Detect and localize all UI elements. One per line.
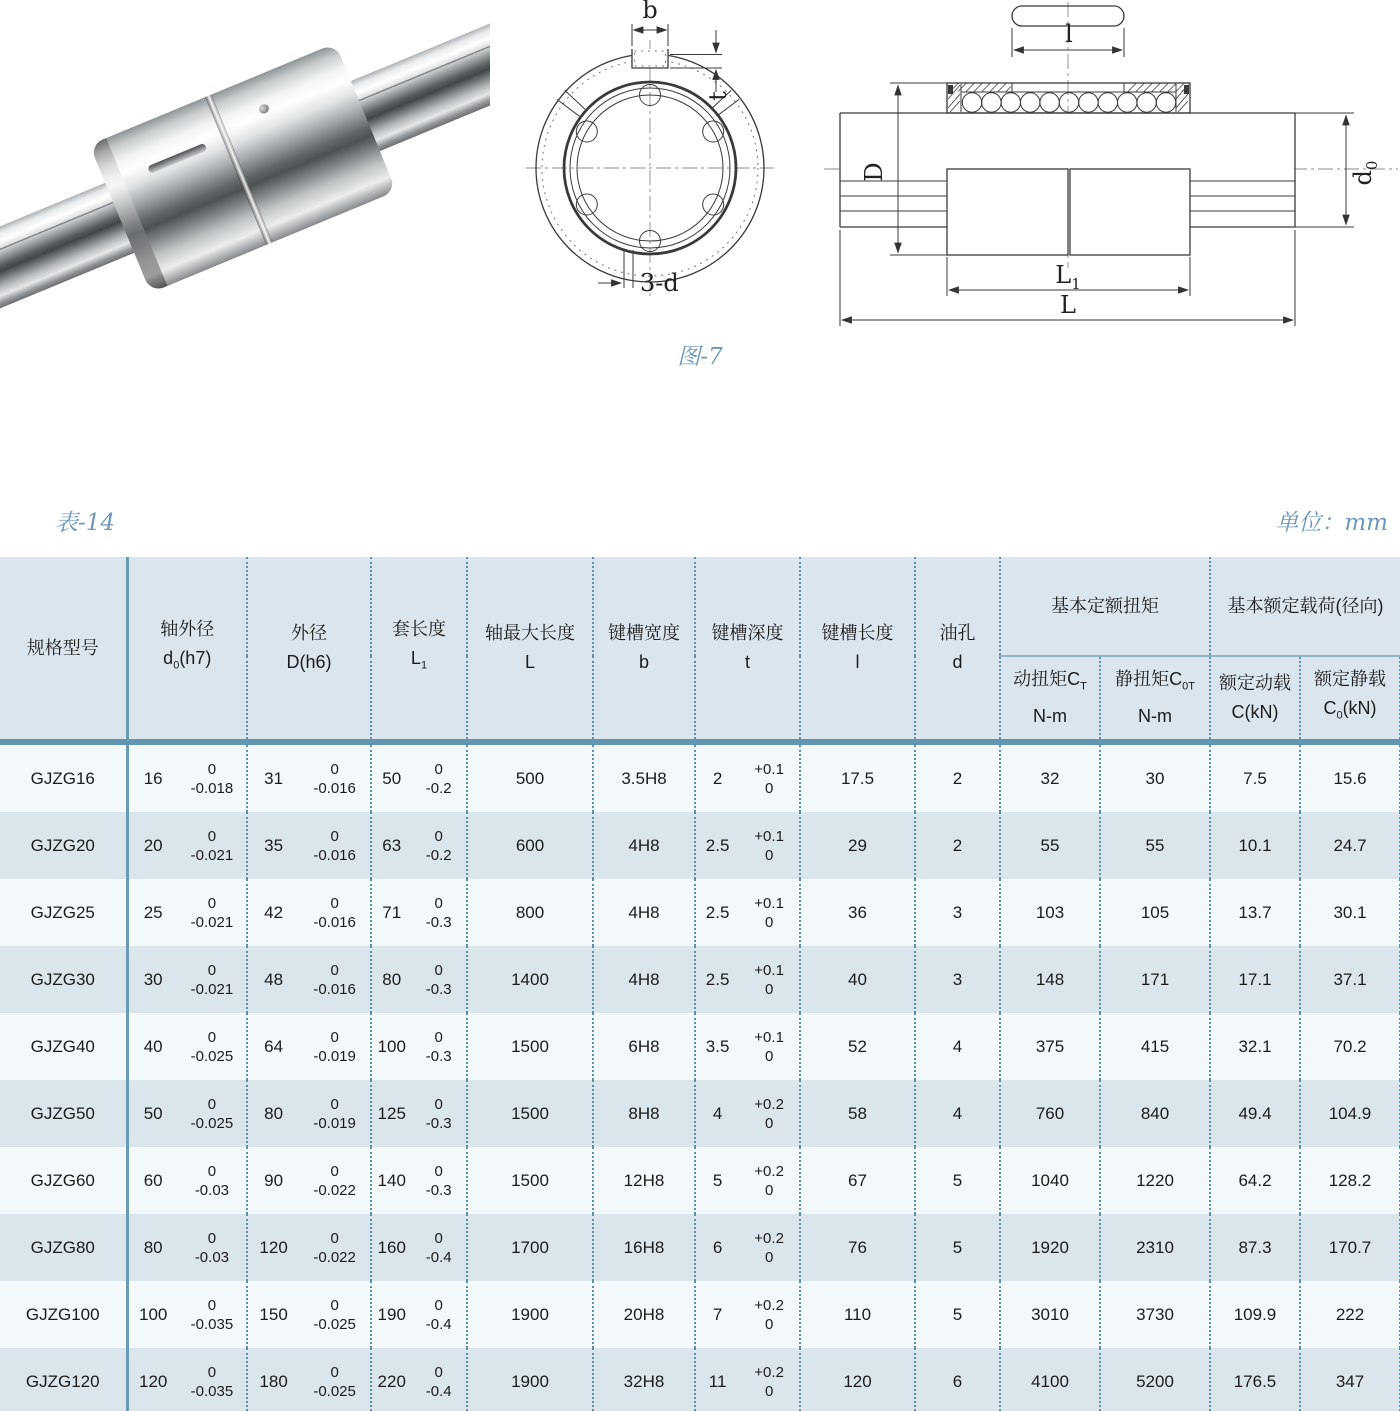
cell-d0: 50 0 -0.025: [127, 1080, 247, 1147]
cell-D: 90 0 -0.022: [247, 1147, 371, 1214]
cell-L: 1400: [467, 946, 593, 1013]
col-header-L1: 套长度 $L_1$: [371, 557, 467, 742]
cell-L: 600: [467, 812, 593, 879]
cell-c0: 170.7: [1300, 1214, 1400, 1281]
cell-d0: 20 0 -0.021: [127, 812, 247, 879]
side-view-drawing: [822, 0, 1400, 340]
cell-c0: 24.7: [1300, 812, 1400, 879]
col-header-t: 键槽深度 t: [695, 557, 800, 742]
cell-L1: 125 0 -0.3: [371, 1080, 467, 1147]
cell-t: 2.5 +0.1 0: [695, 812, 800, 879]
sleeve-groove: [205, 94, 273, 244]
col-header-d: 油孔 d: [915, 557, 1000, 742]
cell-l: 36: [800, 879, 915, 946]
cell-L1: 140 0 -0.3: [371, 1147, 467, 1214]
cell-D: 120 0 -0.022: [247, 1214, 371, 1281]
cell-t: 6 +0.2 0: [695, 1214, 800, 1281]
figure-7: [0, 0, 1400, 370]
cell-l: 67: [800, 1147, 915, 1214]
cell-c0t: 105: [1100, 879, 1210, 946]
cell-ct: 1920: [1000, 1214, 1100, 1281]
cell-d: 5: [915, 1281, 1000, 1348]
sleeve-keyway-slot: [147, 142, 207, 173]
cell-l: 110: [800, 1281, 915, 1348]
cell-model: GJZG20: [30, 835, 95, 855]
cell-b: 4H8: [593, 879, 695, 946]
cell-l: 40: [800, 946, 915, 1013]
cell-ct: 760: [1000, 1080, 1100, 1147]
cell-D: 48 0 -0.016: [247, 946, 371, 1013]
cell-c0t: 840: [1100, 1080, 1210, 1147]
cell-d0: 80 0 -0.03: [127, 1214, 247, 1281]
cell-D: 180 0 -0.025: [247, 1348, 371, 1411]
cell-c0t: 2310: [1100, 1214, 1210, 1281]
cell-t: 2 +0.1 0: [695, 742, 800, 812]
cell-c0t: 30: [1100, 742, 1210, 812]
cell-c: 64.2: [1210, 1147, 1300, 1214]
table-row: [0, 1013, 1400, 1080]
cell-c0t: 55: [1100, 812, 1210, 879]
table-row: [0, 742, 1400, 812]
ball-spline-3d-render: [0, 0, 490, 330]
cell-d: 3: [915, 879, 1000, 946]
cell-d: 3: [915, 946, 1000, 1013]
cell-t: 3.5 +0.1 0: [695, 1013, 800, 1080]
cell-D: 80 0 -0.019: [247, 1080, 371, 1147]
cell-d0: 40 0 -0.025: [127, 1013, 247, 1080]
cell-D: 42 0 -0.016: [247, 879, 371, 946]
spec-table: [0, 557, 1400, 1411]
cell-L: 1500: [467, 1080, 593, 1147]
table-row: [0, 1214, 1400, 1281]
col-header-l: 键槽长度 l: [800, 557, 915, 742]
label-b: b: [642, 0, 658, 24]
cell-ct: 32: [1000, 742, 1100, 812]
cell-model: GJZG100: [25, 1304, 100, 1324]
cell-L1: 50 0 -0.2: [371, 742, 467, 812]
table-label: 表-14: [55, 510, 116, 536]
cell-c0t: 171: [1100, 946, 1210, 1013]
cell-b: 8H8: [593, 1080, 695, 1147]
cell-l: 76: [800, 1214, 915, 1281]
cell-c0: 104.9: [1300, 1080, 1400, 1147]
cell-L1: 160 0 -0.4: [371, 1214, 467, 1281]
cell-D: 150 0 -0.025: [247, 1281, 371, 1348]
cell-d: 2: [915, 742, 1000, 812]
cell-model: GJZG16: [30, 768, 95, 788]
cell-ct: 148: [1000, 946, 1100, 1013]
cell-d: 2: [915, 812, 1000, 879]
cell-c: 87.3: [1210, 1214, 1300, 1281]
cell-d0: 25 0 -0.021: [127, 879, 247, 946]
cell-L: 1700: [467, 1214, 593, 1281]
cell-c0: 70.2: [1300, 1013, 1400, 1080]
cell-t: 2.5 +0.1 0: [695, 946, 800, 1013]
hatch: [948, 84, 1189, 113]
col-header-c0t: 静扭矩$C_{0T}$ N-m: [1100, 656, 1210, 742]
spec-table-body: [0, 742, 1400, 1411]
table-row: [0, 1080, 1400, 1147]
cell-ct: 1040: [1000, 1147, 1100, 1214]
cell-L1: 80 0 -0.3: [371, 946, 467, 1013]
cell-d0: 60 0 -0.03: [127, 1147, 247, 1214]
cell-l: 52: [800, 1013, 915, 1080]
cell-D: 31 0 -0.016: [247, 742, 371, 812]
cell-L: 1500: [467, 1013, 593, 1080]
cell-b: 4H8: [593, 812, 695, 879]
cell-c: 10.1: [1210, 812, 1300, 879]
col-header-b: 键槽宽度 b: [593, 557, 695, 742]
cell-b: 4H8: [593, 946, 695, 1013]
dimension-b: [632, 0, 668, 46]
cell-d: 4: [915, 1013, 1000, 1080]
cell-c: 7.5: [1210, 742, 1300, 812]
cell-c0t: 1220: [1100, 1147, 1210, 1214]
balls: [962, 93, 1175, 112]
cell-c: 17.1: [1210, 946, 1300, 1013]
cell-L1: 63 0 -0.2: [371, 812, 467, 879]
cell-l: 29: [800, 812, 915, 879]
cell-ct: 375: [1000, 1013, 1100, 1080]
col-header-c: 额定动载 C(kN): [1210, 656, 1300, 742]
cell-b: 3.5H8: [593, 742, 695, 812]
cell-L1: 220 0 -0.4: [371, 1348, 467, 1411]
dimension-d0: [1295, 113, 1381, 227]
table-row: [0, 879, 1400, 946]
cell-c: 109.9: [1210, 1281, 1300, 1348]
table-unit-label: 单位：mm: [1275, 510, 1388, 536]
cell-t: 4 +0.2 0: [695, 1080, 800, 1147]
cell-ct: 103: [1000, 879, 1100, 946]
col-header-c0: 额定静载 $C_0(kN)$: [1300, 656, 1400, 742]
cell-b: 20H8: [593, 1281, 695, 1348]
cell-l: 17.5: [800, 742, 915, 812]
label-3d: 3-d: [640, 269, 679, 297]
cross-section-drawing: [520, 0, 780, 310]
cell-d: 5: [915, 1214, 1000, 1281]
cell-L1: 100 0 -0.3: [371, 1013, 467, 1080]
cell-model: GJZG40: [30, 1036, 95, 1056]
table-row: [0, 812, 1400, 879]
cell-t: 5 +0.2 0: [695, 1147, 800, 1214]
cell-t: 11 +0.2 0: [695, 1348, 800, 1411]
spline-sleeve: [90, 43, 397, 293]
cell-d: 4: [915, 1080, 1000, 1147]
label-L: L: [1060, 291, 1076, 319]
cell-b: 6H8: [593, 1013, 695, 1080]
cell-d0: 120 0 -0.035: [127, 1348, 247, 1411]
cell-c0: 222: [1300, 1281, 1400, 1348]
cell-c0: 128.2: [1300, 1147, 1400, 1214]
cell-D: 64 0 -0.019: [247, 1013, 371, 1080]
col-header-L: 轴最大长度 L: [467, 557, 593, 742]
keyway: [632, 49, 668, 68]
cell-model: GJZG30: [30, 969, 95, 989]
cell-ct: 55: [1000, 812, 1100, 879]
cell-D: 35 0 -0.016: [247, 812, 371, 879]
cell-d: 6: [915, 1348, 1000, 1411]
cell-d0: 100 0 -0.035: [127, 1281, 247, 1348]
cell-c0t: 3730: [1100, 1281, 1210, 1348]
cell-c: 49.4: [1210, 1080, 1300, 1147]
col-header-model: 规格型号: [0, 557, 127, 742]
cell-t: 7 +0.2 0: [695, 1281, 800, 1348]
table-row: [0, 1147, 1400, 1214]
cell-l: 58: [800, 1080, 915, 1147]
cell-d0: 16 0 -0.018: [127, 742, 247, 812]
cell-b: 32H8: [593, 1348, 695, 1411]
cell-d0: 30 0 -0.021: [127, 946, 247, 1013]
cell-b: 12H8: [593, 1147, 695, 1214]
label-t: t: [704, 91, 732, 101]
label-d0: $d_0$: [1349, 160, 1381, 186]
table-row: [0, 946, 1400, 1013]
cell-L: 1500: [467, 1147, 593, 1214]
cell-l: 120: [800, 1348, 915, 1411]
figure-caption: 图-7: [677, 344, 723, 370]
cell-c0t: 5200: [1100, 1348, 1210, 1411]
cell-L: 1900: [467, 1281, 593, 1348]
label-L1: $L_1$: [1055, 261, 1081, 293]
cell-L: 500: [467, 742, 593, 812]
cell-L: 800: [467, 879, 593, 946]
cell-L1: 190 0 -0.4: [371, 1281, 467, 1348]
col-header-ct: 动扭矩$C_T$ N-m: [1000, 656, 1100, 742]
label-l: l: [1065, 20, 1073, 48]
sleeve-section: [947, 83, 1190, 255]
cell-ct: 4100: [1000, 1348, 1100, 1411]
table-row: [0, 1348, 1400, 1411]
cell-c: 176.5: [1210, 1348, 1300, 1411]
col-header-d0: 轴外径 $d_0(h7)$: [127, 557, 247, 742]
cell-model: GJZG60: [30, 1170, 95, 1190]
cell-ct: 3010: [1000, 1281, 1100, 1348]
cell-c0: 15.6: [1300, 742, 1400, 812]
oil-hole-marks: [557, 90, 739, 288]
cell-model: GJZG50: [30, 1103, 95, 1123]
dimension-3d: [598, 269, 679, 297]
sleeve-oil-hole: [258, 103, 271, 115]
cell-c0: 30.1: [1300, 879, 1400, 946]
cell-L1: 71 0 -0.3: [371, 879, 467, 946]
table-row: [0, 1281, 1400, 1348]
cell-t: 2.5 +0.1 0: [695, 879, 800, 946]
cell-c0: 37.1: [1300, 946, 1400, 1013]
cell-model: GJZG120: [25, 1371, 100, 1391]
cell-d: 5: [915, 1147, 1000, 1214]
col-header-D: 外径 D(h6): [247, 557, 371, 742]
cell-b: 16H8: [593, 1214, 695, 1281]
cell-model: GJZG80: [30, 1237, 95, 1257]
cell-c: 32.1: [1210, 1013, 1300, 1080]
cell-L: 1900: [467, 1348, 593, 1411]
cell-c0: 347: [1300, 1348, 1400, 1411]
cell-model: GJZG25: [30, 902, 95, 922]
cell-c0t: 415: [1100, 1013, 1210, 1080]
col-header-torque-group: 基本定额扭矩: [1000, 557, 1210, 656]
label-D: D: [860, 162, 888, 182]
cell-c: 13.7: [1210, 879, 1300, 946]
col-header-load-group: 基本额定载荷(径向): [1210, 557, 1400, 656]
